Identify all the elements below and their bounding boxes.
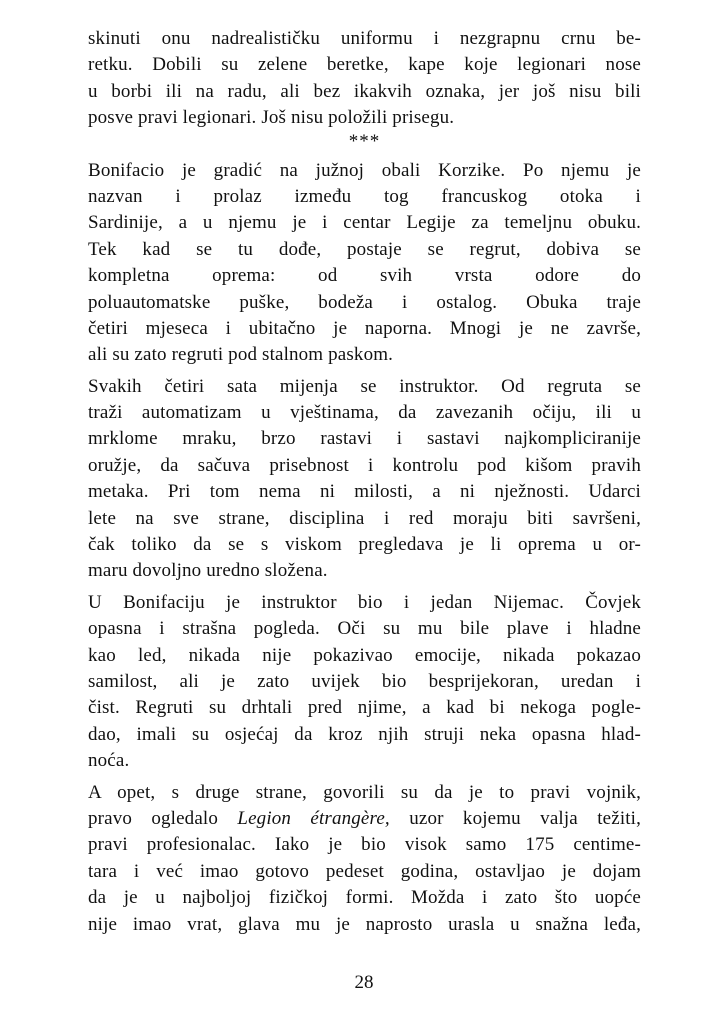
text-line: A opet, s druge strane, govorili su da je to pravi vojnik,	[88, 781, 641, 803]
text-line: noća.	[88, 750, 130, 772]
text-line: mrklome mraku, brzo rastavi i sastavi najkompliciranije	[88, 428, 641, 450]
text-line: oružje, da sačuva prisebnost i kontrolu pod kišom pravih	[88, 454, 641, 476]
paragraph	[88, 590, 641, 775]
text-line	[88, 806, 641, 832]
text-line: dao, imali su osjećaj da kroz njih struji neka opasna hlad-	[88, 723, 641, 745]
text-line: Svakih četiri sata mijenja se instruktor. Od regruta se	[88, 375, 641, 397]
text-line: ali su zato regruti pod stalnom paskom.	[88, 344, 394, 366]
text-line: čist. Regruti su drhtali pred njime, a kad bi nekoga pogle-	[88, 697, 641, 719]
text-line: u borbi ili na radu, ali bez ikakvih oznaka, jer još nisu bili	[88, 80, 641, 102]
text-line: čak toliko da se s viskom pregledava je li oprema u or-	[88, 534, 641, 556]
text-line: posve pravi legionari. Još nisu položili prisegu.	[88, 107, 455, 129]
text-line: lete na sve strane, disciplina i red moraju biti savršeni,	[88, 507, 641, 529]
text-line: traži automatizam u vještinama, da zavezanih očiju, ili u	[88, 402, 641, 424]
paragraph	[88, 26, 641, 132]
text-line: skinuti onu nadrealističku uniformu i nezgrapnu crnu be-	[88, 28, 641, 49]
text-line: Sardinije, a u njemu je i centar Legije za temeljnu obuku.	[88, 212, 641, 234]
text-line: U Bonifaciju je instruktor bio i jedan Nijemac. Čovjek	[88, 591, 641, 613]
text-line: Tek kad se tu dođe, postaje se regrut, dobiva se	[88, 238, 641, 260]
text-segment: pravo ogledalo	[88, 807, 238, 829]
book-page-body	[88, 26, 641, 938]
text-line: da je u najboljoj fizičkoj formi. Možda i zato što uopće	[88, 887, 641, 909]
paragraph	[88, 158, 641, 369]
text-line: poluautomatske puške, bodeža i ostalog. Obuka traje	[88, 291, 641, 313]
section-separator: ***	[348, 130, 381, 152]
text-line: četiri mjeseca i ubitačno je naporna. Mnogi je ne završe,	[88, 317, 641, 339]
text-line: kao led, nikada nije pokazivao emocije, nikada pokazao	[88, 644, 641, 666]
text-line: Bonifacio je gradić na južnoj obali Korzike. Po njemu je	[88, 159, 641, 181]
text-line: kompletna oprema: od svih vrsta odore do	[88, 265, 641, 287]
text-line: pravi profesionalac. Iako je bio visok samo 175 centime-	[88, 834, 641, 856]
text-line: nazvan i prolaz između tog francuskog otoka i	[88, 185, 641, 207]
page-number: 28	[354, 972, 374, 993]
text-line: opasna i strašna pogleda. Oči su mu bile plave i hladne	[88, 618, 641, 640]
text-line: metaka. Pri tom nema ni milosti, a ni nježnosti. Udarci	[88, 481, 641, 503]
paragraph	[88, 780, 641, 938]
italic-title: Legion étrangère,	[237, 807, 390, 829]
text-segment: uzor kojemu valja težiti,	[389, 807, 642, 829]
text-line: nije imao vrat, glava mu je naprosto urasla u snažna leđa,	[88, 913, 641, 935]
text-line: retku. Dobili su zelene beretke, kape koje legionari nose	[88, 54, 641, 76]
text-line: samilost, ali je zato uvijek bio besprijekoran, uredan i	[88, 670, 641, 692]
paragraph	[88, 374, 641, 585]
text-line: maru dovoljno uredno složena.	[88, 560, 328, 582]
text-line: tara i već imao gotovo pedeset godina, ostavljao je dojam	[88, 860, 641, 882]
